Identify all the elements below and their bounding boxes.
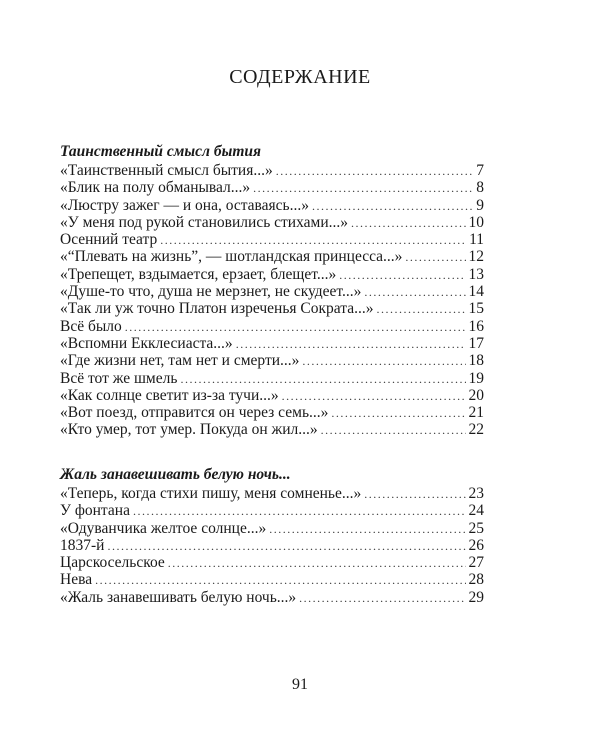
toc-entry-page: 29 [468,588,484,606]
dot-leader [107,538,465,555]
toc-entry-title: «Теперь, когда стихи пишу, меня сомненье...» [60,485,362,502]
toc-entry-page: 7 [476,162,484,179]
toc-entry-page: 13 [468,265,484,283]
toc-entry-page: 24 [468,502,484,520]
toc-entry-title: «Так ли уж точно Платон изреченья Сократа...» [60,300,374,318]
toc-entry [60,318,484,335]
toc-entry [60,537,484,554]
toc-section [60,465,484,606]
dot-leader [160,232,466,249]
toc-section [60,142,484,439]
dot-leader [331,405,465,422]
toc-entry [60,421,484,438]
toc-entry-page: 21 [468,404,484,422]
dot-leader [351,215,466,232]
dot-leader [321,422,466,439]
toc-entry-page: 16 [468,317,484,335]
toc-entry-title: «Трепещет, вздымается, ерзает, блещет...» [60,265,337,283]
toc-entry-title: «Таинственный смысл бытия...» [60,162,273,179]
toc-entry [60,502,484,519]
toc-entry-page: 10 [468,213,484,231]
toc-entry [60,370,484,387]
toc-entry-title: У фонтана [60,502,130,520]
toc-entry-page: 25 [468,519,484,537]
dot-leader [299,590,465,607]
toc-entry-title: Нева [60,571,93,589]
toc-entry-page: 17 [468,334,484,352]
toc-entry-title: «“Плевать на жизнь”, — шотландская принцесса...» [60,248,403,266]
dot-leader [236,336,466,353]
dot-leader [376,301,465,318]
toc-entry [60,335,484,352]
section-heading: Жаль занавешивать белую ночь... [60,466,291,483]
toc-entry [60,589,484,606]
toc-entry [60,300,484,317]
toc-entry [60,162,484,179]
dot-leader [180,371,465,388]
dot-leader [276,163,474,180]
dot-leader [133,503,466,520]
toc-entry-title: «Где жизни нет, там нет и смерти...» [60,352,300,370]
toc-entry [60,248,484,265]
toc-entry-page: 27 [468,554,484,572]
toc-entry [60,352,484,369]
toc-entry-page: 9 [476,196,484,214]
toc-entry-page: 26 [468,536,484,554]
toc-entry [60,404,484,421]
toc-entry [60,197,484,214]
toc-entry-title: Осенний театр [60,231,158,249]
toc-entry-title: «У меня под рукой становились стихами...» [60,213,348,231]
toc-entry [60,387,484,404]
toc-entry [60,554,484,571]
toc-entry-page: 11 [469,231,484,249]
toc-entry-title: 1837-й [60,536,105,554]
toc-entry [60,214,484,231]
toc-entry [60,571,484,588]
dot-leader [125,319,466,336]
toc-entry-page: 19 [468,369,484,387]
toc-entry-title: Всё тот же шмель [60,369,178,387]
toc-entry-page: 23 [468,485,484,502]
toc-entry-page: 12 [468,248,484,266]
toc-entry-title: «Жаль занавешивать белую ночь...» [60,588,297,606]
toc-entry-page: 28 [468,571,484,589]
dot-leader [364,486,465,503]
toc-entry-page: 15 [468,300,484,318]
toc-entry-title: Царскосельское [60,554,165,572]
page-title: СОДЕРЖАНИЕ [229,66,371,88]
toc-entry-title: «Люстру зажег — и она, оставаясь...» [60,196,309,214]
dot-leader [312,198,473,215]
toc-entry-page: 22 [468,421,484,439]
section-heading: Таинственный смысл бытия [60,143,262,160]
toc-entry [60,283,484,300]
toc-entry-title: «Блик на полу обманывал...» [60,179,251,197]
dot-leader [282,388,466,405]
toc-entry [60,520,484,537]
toc-entry [60,179,484,196]
toc-entry-title: «Кто умер, тот умер. Покуда он жил...» [60,421,318,439]
toc-entry-title: «Как солнце светит из-за тучи...» [60,386,279,404]
toc-entry [60,266,484,283]
toc-entry-page: 8 [476,179,484,197]
dot-leader [339,267,465,284]
dot-leader [168,555,466,572]
toc-entry-page: 18 [468,352,484,370]
dot-leader [405,249,465,266]
dot-leader [269,521,465,538]
toc-entry [60,485,484,502]
toc-entry-title: «Одуванчика желтое солнце...» [60,519,267,537]
toc-entries [60,162,484,439]
dot-leader [302,353,465,370]
toc-entry-title: «Вот поезд, отправится он через семь...» [60,404,329,422]
toc-entry-title: «Вспомни Екклесиаста...» [60,334,233,352]
toc-entry-page: 20 [468,386,484,404]
toc-entry-page: 14 [468,283,484,301]
dot-leader [364,284,465,301]
toc-entry [60,231,484,248]
dot-leader [253,180,473,197]
dot-leader [95,572,465,589]
toc-entry-title: «Душе-то что, душа не мерзнет, не скудеет...» [60,283,362,301]
toc-entries [60,485,484,606]
page-number: 91 [292,676,308,693]
toc-entry-title: Всё было [60,317,122,335]
